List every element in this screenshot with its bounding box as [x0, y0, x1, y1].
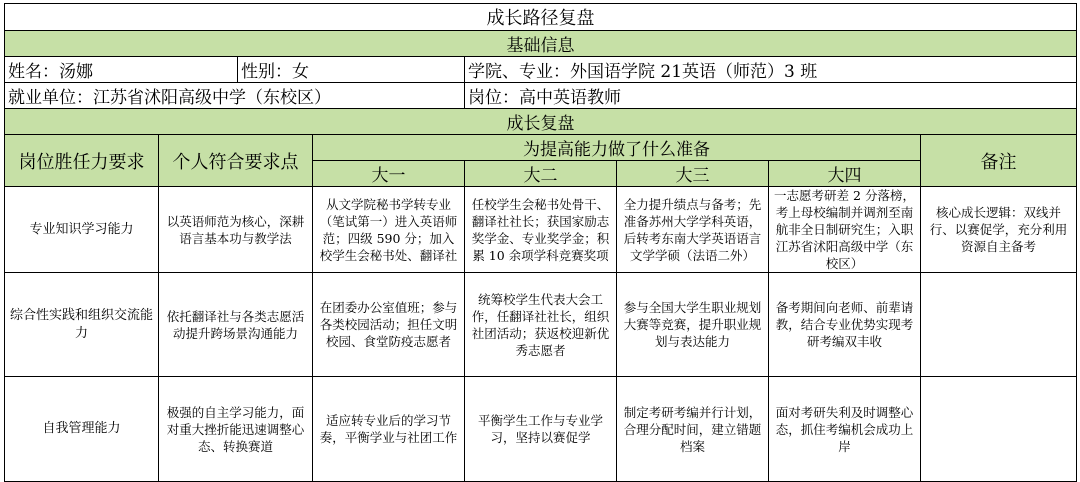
requirement-cell: 自我管理能力: [5, 377, 159, 482]
basic-info-heading: 基础信息: [5, 31, 1077, 57]
col-personal-header: 个人符合要求点: [159, 135, 313, 187]
col-requirement-header: 岗位胜任力要求: [5, 135, 159, 187]
position-field: 岗位：高中英语教师: [465, 83, 1077, 109]
remarks-cell: [921, 273, 1077, 377]
year3-cell: 全力提升绩点与备考；先准备苏州大学学科英语，后转考东南大学英语语言文学学硕（法语二外）: [617, 187, 769, 273]
personal-cell: 依托翻译社与各类志愿活动提升跨场景沟通能力: [159, 273, 313, 377]
gender-field: 性别：女: [238, 57, 465, 83]
table-row: [5, 273, 1077, 377]
year3-cell: 制定考研考编并行计划，合理分配时间，建立错题档案: [617, 377, 769, 482]
year2-cell: 平衡学生工作与专业学习，坚持以赛促学: [465, 377, 617, 482]
year1-cell: 从文学院秘书学转专业（笔试第一）进入英语师范；四级 590 分；加入校学生会秘书处、翻译社: [313, 187, 465, 273]
year2-cell: 任校学生会秘书处骨干、翻译社社长；获国家励志奖学金、专业奖学金；积累 10 余项学科竞赛奖项: [465, 187, 617, 273]
year-header-3: 大三: [617, 161, 769, 187]
name-field: 姓名：汤娜: [5, 57, 238, 83]
col-preparation-header: 为提高能力做了什么准备: [313, 135, 921, 161]
year1-cell: 在团委办公室值班；参与各类校园活动；担任文明校园、食堂防疫志愿者: [313, 273, 465, 377]
year4-cell: 备考期间向老师、前辈请教，结合专业优势实现考研考编双丰收: [769, 273, 921, 377]
year-header-2: 大二: [465, 161, 617, 187]
college-major-field: 学院、专业：外国语学院 21英语（师范）3 班: [465, 57, 1077, 83]
year4-cell: 一志愿考研差 2 分落榜，考上母校编制并调剂至南航非全日制研究生；入职江苏省沭阳高级中学（东校区）: [769, 187, 921, 273]
page-title: 成长路径复盘: [5, 4, 1077, 31]
col-remarks-header: 备注: [921, 135, 1077, 187]
personal-cell: 极强的自主学习能力，面对重大挫折能迅速调整心态、转换赛道: [159, 377, 313, 482]
year-header-1: 大一: [313, 161, 465, 187]
remarks-cell: [921, 377, 1077, 482]
year4-cell: 面对考研失利及时调整心态，抓住考编机会成功上岸: [769, 377, 921, 482]
year1-cell: 适应转专业后的学习节奏，平衡学业与社团工作: [313, 377, 465, 482]
remarks-cell: 核心成长逻辑：双线并行、以赛促学，充分利用资源自主备考: [921, 187, 1077, 273]
review-heading: 成长复盘: [5, 109, 1077, 135]
year2-cell: 统筹校学生代表大会工作，任翻译社社长，组织社团活动；获返校迎新优秀志愿者: [465, 273, 617, 377]
growth-review-table: [4, 3, 1077, 482]
personal-cell: 以英语师范为核心，深耕语言基本功与教学法: [159, 187, 313, 273]
year-header-4: 大四: [769, 161, 921, 187]
table-row: [5, 187, 1077, 273]
year3-cell: 参与全国大学生职业规划大赛等竞赛，提升职业规划与表达能力: [617, 273, 769, 377]
table-row: [5, 377, 1077, 482]
requirement-cell: 综合性实践和组织交流能力: [5, 273, 159, 377]
growth-review-sheet: [4, 3, 1076, 457]
requirement-cell: 专业知识学习能力: [5, 187, 159, 273]
employer-field: 就业单位：江苏省沭阳高级中学（东校区）: [5, 83, 465, 109]
